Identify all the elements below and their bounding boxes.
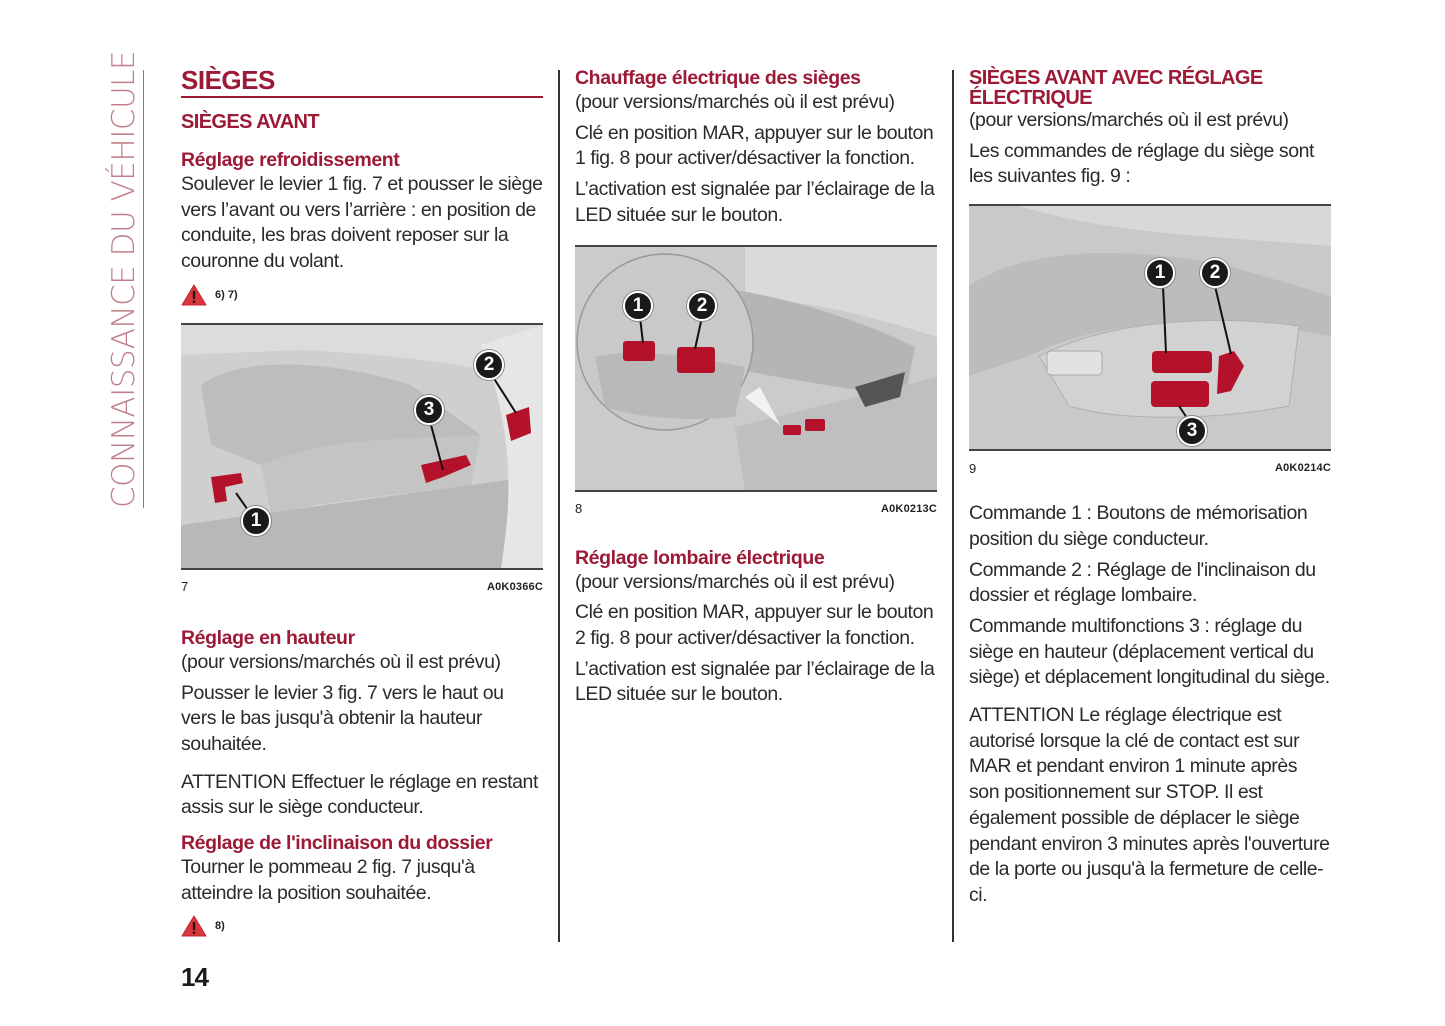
- command-description: Commande 1 : Boutons de mémorisation position du siège conducteur.: [969, 502, 1308, 550]
- command-description: Commande multifonctions 3 : réglage du siège en hauteur (déplacement vertical du siège) et déplacement longitudinal du siège.: [969, 614, 1330, 689]
- heading-seat-heating: Chauffage électrique des sièges: [575, 67, 861, 89]
- figure-code: A0K0366C: [486, 580, 543, 593]
- availability-note: (pour versions/marchés où il est prévu): [575, 570, 895, 593]
- chapter-tab-label: CONNAISSANCE DU VÉHICULE: [106, 50, 142, 508]
- figure-7: [181, 323, 543, 570]
- figure-caption: [181, 578, 543, 596]
- electric-seat-controls-illustration: [969, 206, 1331, 449]
- callout-3: 3: [414, 395, 444, 425]
- callout-2: 2: [1200, 258, 1230, 288]
- callout-1: 1: [1145, 258, 1175, 288]
- heading-backrest-adjustment: Réglage de l'inclinaison du dossier: [181, 832, 493, 855]
- callout-1: 1: [241, 506, 271, 536]
- subsection-title: SIÈGES AVANT: [181, 111, 320, 133]
- paragraph: L’activation est signalée par l’éclairage de la LED située sur le bouton.: [575, 178, 935, 226]
- figure-caption: [575, 500, 937, 518]
- figure-number: 8: [575, 501, 583, 517]
- heading-lumbar-adjustment: Réglage lombaire électrique: [575, 546, 825, 569]
- figure-8: [575, 245, 937, 492]
- callout-3: 3: [1177, 416, 1207, 446]
- figure-code: A0K0213C: [880, 502, 937, 515]
- figure-number: 9: [969, 460, 977, 476]
- paragraph: L’activation est signalée par l’éclairage de la LED située sur le bouton.: [575, 657, 935, 706]
- warning-refs: 6) 7): [215, 288, 238, 301]
- paragraph: Pousser le levier 3 fig. 7 vers le haut ou vers le bas jusqu'à obtenir la hauteur souhaitée.: [181, 681, 504, 755]
- command-description: Commande 2 : Réglage de l'inclinaison du dossier et réglage lombaire.: [969, 558, 1316, 607]
- availability-note: (pour versions/marchés où il est prévu): [969, 109, 1289, 131]
- heading-cooling-adjustment: Réglage refroidissement: [181, 149, 400, 171]
- warning-refs: 8): [215, 920, 225, 933]
- chapter-tab: [104, 50, 144, 508]
- paragraph: Tourner le pommeau 2 fig. 7 jusqu'à atteindre la position souhaitée.: [181, 856, 475, 904]
- paragraph: Les commandes de réglage du siège sont les suivantes fig. 9 :: [969, 139, 1314, 188]
- warning-reference: [181, 283, 543, 307]
- seat-heating-buttons-illustration: [575, 247, 937, 490]
- figure-caption: [969, 459, 1331, 477]
- availability-note: (pour versions/marchés où il est prévu): [575, 91, 895, 113]
- column-divider: [952, 70, 954, 942]
- paragraph: Soulever le levier 1 fig. 7 et pousser le siège vers l’avant ou vers l’arrière : en position de conduite, les bras doivent reposer sur la couronne du volant.: [181, 173, 543, 273]
- figure-number: 7: [181, 579, 189, 595]
- warning-triangle-icon: [181, 915, 207, 937]
- figure-9: [969, 204, 1331, 451]
- attention-note: ATTENTION Effectuer le réglage en restant assis sur le siège conducteur.: [181, 770, 538, 819]
- section-title: SIÈGES: [181, 66, 543, 98]
- callout-2: 2: [474, 350, 504, 380]
- warning-reference: [181, 914, 543, 938]
- attention-note: ATTENTION Le réglage électrique est autorisé lorsque la clé de contact est sur MAR et pendant environ 1 minute après son positionnement sur STOP. Il est également possible de déplacer le siège pendant environ 3 minutes après l'ouverture de la porte ou jusqu'à la fermeture de celle-ci.: [969, 704, 1330, 906]
- availability-note: (pour versions/marchés où il est prévu): [181, 650, 501, 673]
- page-number: 14: [181, 962, 208, 992]
- column-2: [575, 66, 937, 708]
- column-divider: [558, 70, 560, 942]
- paragraph: Clé en position MAR, appuyer sur le bouton 2 fig. 8 pour activer/désactiver la fonction.: [575, 601, 934, 649]
- column-1: [181, 66, 543, 938]
- column-3: [969, 66, 1331, 909]
- heading-height-adjustment: Réglage en hauteur: [181, 626, 355, 649]
- callout-2: 2: [687, 291, 717, 321]
- figure-code: A0K0214C: [1274, 462, 1331, 475]
- callout-1: 1: [623, 291, 653, 321]
- section-title-electric-seats: SIÈGES AVANT AVEC RÉGLAGE ÉLECTRIQUE: [969, 67, 1263, 109]
- paragraph: Clé en position MAR, appuyer sur le bouton 1 fig. 8 pour activer/désactiver la fonction.: [575, 121, 934, 170]
- warning-triangle-icon: [181, 284, 207, 306]
